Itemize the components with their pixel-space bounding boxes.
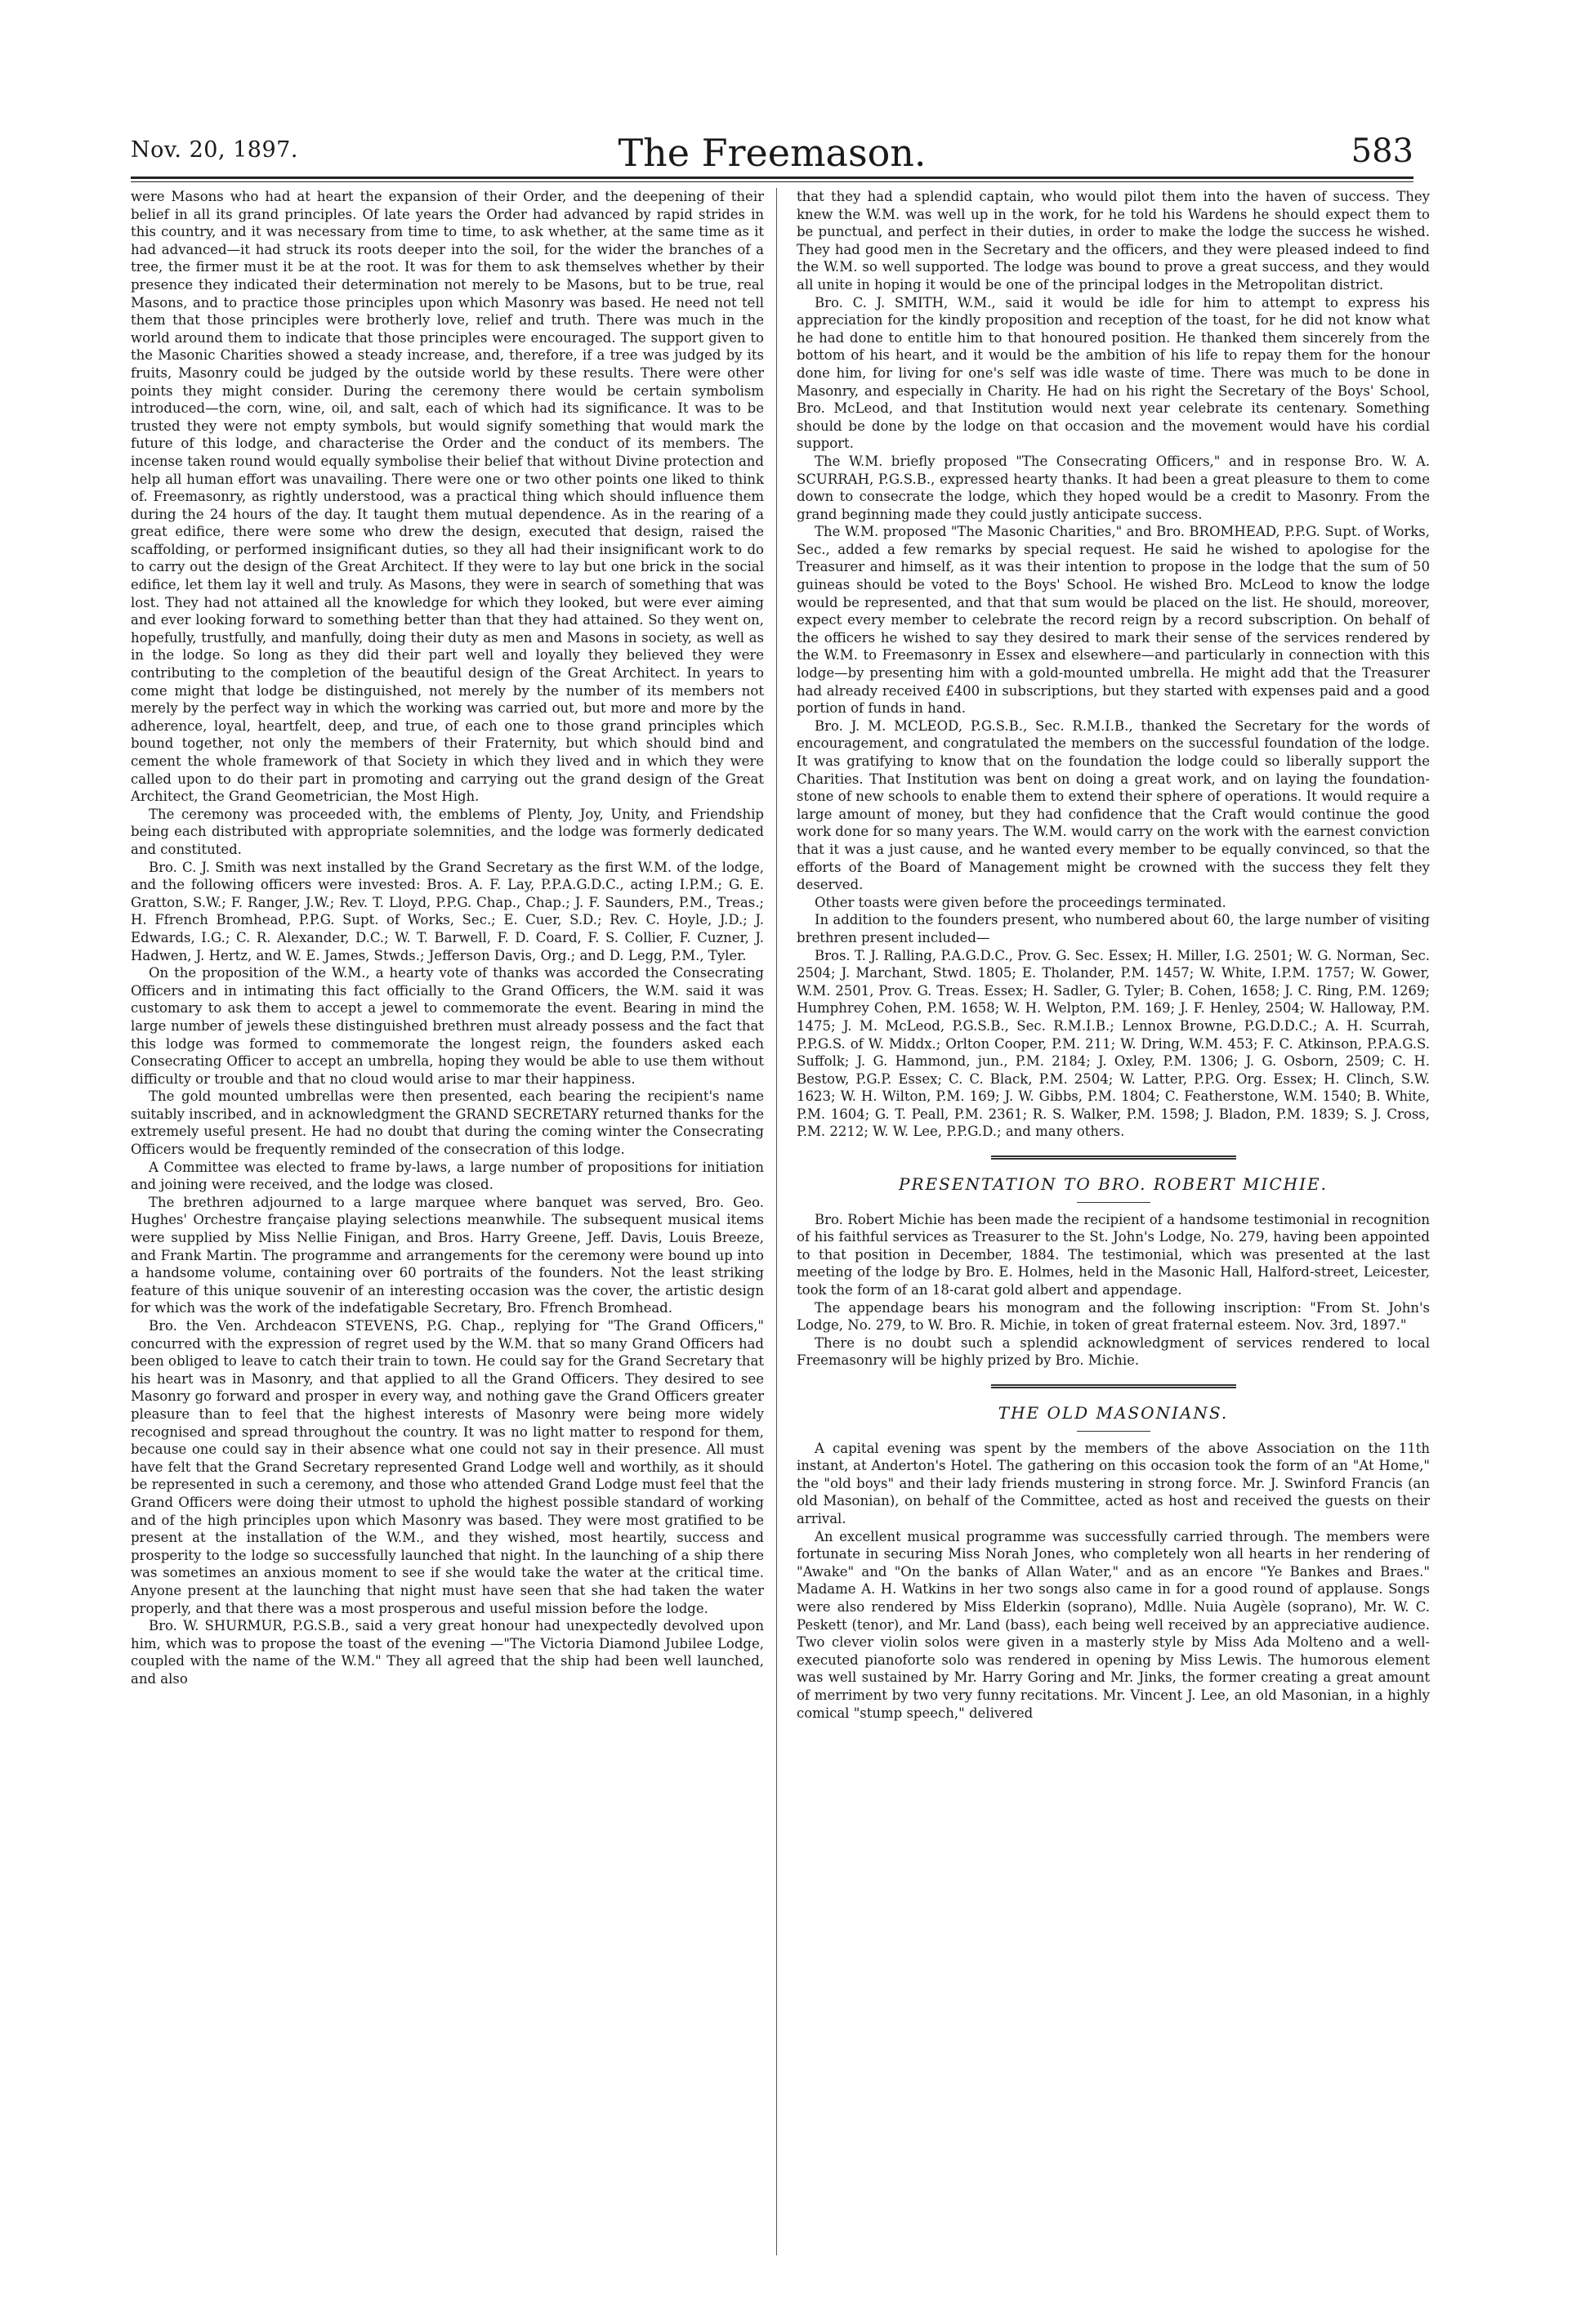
article-paragraph: The gold mounted umbrellas were then presented, each bearing the recipient's name suitably inscribed, and in acknowledgment the GRAND SECRETARY returned thanks for the extremely useful present. He had no doubt that during the coming winter the Consecrating Officers would be frequently reminded of the consecration of this lodge. bbox=[131, 1088, 764, 1158]
article-paragraph: that they had a splendid captain, who would pilot them into the haven of success. They knew the W.M. was well up in the work, for he told his Wardens he should expect them to be punctual, and perfect in their duties, in order to make the lodge the success he wished. They had good men in the Secretary and the officers, and they were pleased indeed to find the W.M. so well supported. The lodge was bound to prove a great success, and they would all unite in hoping it would be one of the principal lodges in the Metropolitan district. bbox=[797, 189, 1430, 293]
article-paragraph: Bro. J. M. MCLEOD, P.G.S.B., Sec. R.M.I.B., thanked the Secretary for the words of encouragement, and congratulated the members on the successful foundation of the lodge. It was gratifying to know that on the foundation the lodge could so liberally support the Charities. That Institution was bent on doing a great work, and on laying the foundation-stone of new schools to enable them to extend their sphere of operations. It would require a large amount of money, but they had confidence that the Craft would continue the good work done for so many years. The W.M. would carry on the work with the earnest conviction that it was a just cause, and he wanted every member to be equally convinced, so that the efforts of the Board of Management might be crowned with the success they felt they deserved. bbox=[797, 717, 1430, 893]
article-paragraph: The W.M. briefly proposed "The Consecrating Officers," and in response Bro. W. A. SCURRAH, P.G.S.B., expressed hearty thanks. It had been a great pleasure to them to come down to consecrate the lodge, which they hoped would be a credit to Masonry. From the grand beginning made they could justly anticipate success. bbox=[797, 453, 1430, 522]
article-paragraph: In addition to the founders present, who numbered about 60, the large number of visiting brethren present included— bbox=[797, 912, 1430, 945]
article-paragraph: Bro. W. SHURMUR, P.G.S.B., said a very great honour had unexpectedly devolved upon him, which was to propose the toast of the evening —"The Victoria Diamond Jubilee Lodge, coupled with the name of the W.M." They all agreed that the ship had been well launched, and also bbox=[131, 1618, 764, 1687]
article-paragraph: A capital evening was spent by the members of the above Association on the 11th instant, at Anderton's Hotel. The gathering on this occasion took the form of an "At Home," the "old boys" and their lady friends mustering in strong force. Mr. J. Swinford Francis (an old Masonian), on behalf of the Committee, acted as host and received the guests on their arrival. bbox=[797, 1440, 1430, 1526]
article-paragraph: The brethren adjourned to a large marquee where banquet was served, Bro. Geo. Hughes' Orchestre française playing selections meanwhile. The subsequent musical items were supplied by Miss Nellie Finigan, and Bros. Harry Greene, Jeff. Davis, Louis Breeze, and Frank Martin. The programme and arrangements for the ceremony were bound up into a handsome volume, containing over 60 portraits of the founders. Not the least striking feature of this unique souvenir of an interesting occasion was the cover, the artistic design for which was the work of the indefatigable Secretary, Bro. Ffrench Bromhead. bbox=[131, 1194, 764, 1316]
left-column bbox=[131, 188, 764, 2304]
section-divider bbox=[991, 1155, 1236, 1160]
section-heading-presentation: PRESENTATION TO BRO. ROBERT MICHIE. bbox=[899, 1174, 1328, 1195]
section-divider bbox=[991, 1384, 1236, 1388]
article-paragraph: Bro. C. J. SMITH, W.M., said it would be idle for him to attempt to express his appreciation for the kindly proposition and reception of the toast, for he did not know what he had done to entitle him to that honoured position. He thanked them sincerely from the bottom of his heart, and it would be the ambition of his life to repay them for the honour done him, for living for one's self was idle waste of time. There was much to be done in Masonry, and especially in Charity. He had on his right the Secretary of the Boys' School, Bro. McLeod, and that Institution would next year celebrate its centenary. Something should be done by the lodge on that occasion and the movement would have his cordial support. bbox=[797, 294, 1430, 452]
page-number: 583 bbox=[1351, 132, 1413, 170]
masthead-rule-thin bbox=[131, 181, 1413, 182]
issue-date: Nov. 20, 1897. bbox=[131, 137, 298, 163]
article-paragraph: Bro. the Ven. Archdeacon STEVENS, P.G. Chap., replying for "The Grand Officers," concurred with the expression of regret used by the W.M. that so many Grand Officers had been obliged to leave to catch their train to town. He could say for the Grand Secretary that his heart was in Masonry, and that applied to all the Grand Officers. They desired to see Masonry go forward and prosper in every way, and nothing gave the Grand Officers greater pleasure than to feel that the highest interests of Masonry were being more widely recognised and spread throughout the country. It was no light matter to respond for them, because one could say in their absence what one could not say in their presence. All must have felt that the Grand Secretary represented Grand Lodge well and worthily, as it should be represented in such a ceremony, and those who attended Grand Lodge must feel that the Grand Officers were doing their utmost to uphold the highest possible standard of working and of the high principles upon which Masonry was based. They were most gratified to be present at the installation of the W.M., and they wished, most heartily, success and prosperity to the lodge so successfully launched that night. In the launching of a ship there was sometimes an anxious moment to see if she would take the water at the critical time. Anyone present at the launching that night must have seen that she had taken the water properly, and that there was a most prosperous and useful mission before the lodge. bbox=[131, 1318, 764, 1616]
masthead bbox=[131, 131, 1413, 177]
article-paragraph: Bro. Robert Michie has been made the recipient of a handsome testimonial in recognition of his faithful services as Treasurer to the St. John's Lodge, No. 279, having been appointed to that position in December, 1884. The testimonial, which was presented at the last meeting of the lodge by Bro. E. Holmes, held in the Masonic Hall, Halford-street, Leicester, took the form of an 18-carat gold albert and appendage. bbox=[797, 1211, 1430, 1298]
right-column bbox=[797, 188, 1430, 2304]
article-paragraph: The appendage bears his monogram and the following inscription: "From St. John's Lodge, No. 279, to W. Bro. R. Michie, in token of great fraternal esteem. Nov. 3rd, 1897." bbox=[797, 1299, 1430, 1334]
article-paragraph: Bro. C. J. Smith was next installed by the Grand Secretary as the first W.M. of the lodge, and the following officers were invested: Bros. A. F. Lay, P.P.A.G.D.C., acting I.P.M.; G. E. Gratton, S.W.; F. Ranger, J.W.; Rev. T. Lloyd, P.P.G. Chap., Chap.; J. F. Saunders, P.M., Treas.; H. Ffrench Bromhead, P.P.G. Supt. of Works, Sec.; E. Cuer, S.D.; Rev. C. Hoyle, J.D.; J. Edwards, I.G.; C. R. Alexander, D.C.; W. T. Barwell, F. D. Coard, F. S. Collier, F. Cuzner, J. Hadwen, J. Hertz, and W. E. James, Stwds.; Jefferson Davis, Org.; and D. Legg, P.M., Tyler. bbox=[131, 859, 764, 963]
newspaper-title: The Freemason. bbox=[618, 131, 927, 175]
column-divider bbox=[776, 188, 777, 2255]
heading-rule bbox=[1077, 1431, 1150, 1432]
article-paragraph: were Masons who had at heart the expansion of their Order, and the deepening of their belief in all its grand principles. Of late years the Order had advanced by rapid strides in this country, and it was necessary from time to time, to ask whether, at the same time as it had advanced—it had struck its roots deeper into the soil, for the wider the branches of a tree, the firmer must it be at the root. It was for them to ask themselves whether by their presence they indicated their determination not merely to be Masons, but to be true, real Masons, and to practice those principles upon which Masonry was based. He need not tell them that those principles were brotherly love, relief and truth. There was much in the world around them to indicate that those principles were encouraged. The support given to the Masonic Charities showed a steady increase, and, therefore, if a tree was judged by its fruits, Masonry could be judged by the outside world by these results. There were other points they might consider. During the ceremony there would be certain symbolism introduced—the corn, wine, oil, and salt, each of which had its significance. It was to be trusted they were not empty symbols, but would signify something that would mark the future of this lodge, and characterise the Order and the conduct of its members. The incense taken round would equally symbolise their belief that without Divine protection and help all human effort was unavailing. There were one or two other points one liked to think of. Freemasonry, as rightly understood, was a practical thing which should influence them during the 24 hours of the day. It taught them mutual dependence. As in the rearing of a great edifice, there were some who drew the design, executed that design, raised the scaffolding, or performed insignificant duties, so they all had their insignificant work to do to carry out the design of the Great Architect. If they were to lay but one brick in the social edifice, let them lay it well and truly. As Masons, they were in search of something that was lost. They had not attained all the knowledge for which they looked, but were ever aiming and ever looking forward to something better than that they had attained. So they went on, hopefully, trustfully, and manfully, doing their duty as men and Masons in society, as well as in the lodge. So long as they did their part well and loyally they believed they were contributing to the completion of the beautiful design of the Great Architect. In years to come might that lodge be distinguished, not merely by the number of its members not merely by the perfect way in which the working was carried out, but more and more by the adherence, loyal, heartfelt, deep, and true, of each one to those grand principles which bound together, not only the members of their Fraternity, but which should bind and cement the whole framework of that Society in which they lived and in which they were called upon to do their part in promoting and carrying out the grand design of the Great Architect, the Grand Geometrician, the Most High. bbox=[131, 189, 764, 805]
heading-rule bbox=[1077, 1202, 1150, 1203]
article-paragraph: The ceremony was proceeded with, the emblems of Plenty, Joy, Unity, and Friendship being each distributed with appropriate solemnities, and the lodge was formerly dedicated and constituted. bbox=[131, 806, 764, 857]
section-heading-old-masonians: THE OLD MASONIANS. bbox=[998, 1403, 1229, 1423]
article-paragraph: A Committee was elected to frame by-laws, a large number of propositions for initiation and joining were received, and the lodge was closed. bbox=[131, 1159, 764, 1193]
article-paragraph: The W.M. proposed "The Masonic Charities," and Bro. BROMHEAD, P.P.G. Supt. of Works, Sec., added a few remarks by special request. He said he wished to apologise for the Treasurer and himself, as it was their intention to propose in the lodge that the sum of 50 guineas should be voted to the Boys' School. He wished Bro. McLeod to know the lodge would be represented, and that that sum would be placed on the list. He should, moreover, expect every member to celebrate the record reign by a record subscription. On behalf of the officers he wished to say they desired to mark their sense of the services rendered by the W.M. to Freemasonry in Essex and elsewhere—and particularly in connection with this lodge—by presenting him with a gold-mounted umbrella. He might add that the Treasurer had already received £400 in subscriptions, but they started with expenses paid and a good portion of funds in hand. bbox=[797, 524, 1430, 717]
article-paragraph: On the proposition of the W.M., a hearty vote of thanks was accorded the Consecrating Officers and in intimating this fact officially to the Grand Officers, the W.M. said it was customary to ask them to accept a jewel to commemorate the event. Bearing in mind the large number of jewels these distinguished brethren must already possess and the fact that this lodge was formed to commemorate the longest reign, the founders asked each Consecrating Officer to accept an umbrella, hoping they would be able to use them without difficulty or trouble and that no cloud would arise to mar their happiness. bbox=[131, 965, 764, 1087]
masthead-rule bbox=[131, 177, 1413, 179]
article-paragraph: An excellent musical programme was successfully carried through. The members were fortunate in securing Miss Norah Jones, who completely won all hearts in her rendering of "Awake" and "On the banks of Allan Water," and as an encore "Ye Bankes and Braes." Madame A. H. Watkins in her two songs also came in for a good round of applause. Songs were also rendered by Miss Elderkin (soprano), Mdlle. Nuia Augèle (soprano), Mr. W. C. Peskett (tenor), and Mr. Land (bass), each being well received by an appreciative audience. Two clever violin solos were given in a masterly style by Miss Ada Molteno and a well-executed pianoforte solo was rendered in opening by Miss Lewis. The humorous element was well sustained by Mr. Harry Goring and Mr. Jinks, the former creating a great amount of merriment by two very funny recitations. Mr. Vincent J. Lee, an old Masonian, in a highly comical "stump speech," delivered bbox=[797, 1528, 1430, 1721]
article-paragraph: Other toasts were given before the proceedings terminated. bbox=[815, 894, 1226, 910]
article-paragraph: There is no doubt such a splendid acknowledgment of services rendered to local Freemasonry will be highly prized by Bro. Michie. bbox=[797, 1334, 1430, 1369]
visitor-list: Bros. T. J. Ralling, P.A.G.D.C., Prov. G. Sec. Essex; H. Miller, I.G. 2501; W. G. Norman, Sec. 2504; J. Marchant, Stwd. 1805; E. Tholander, P.M. 1457; W. White, I.P.M. 1757; W. Gower, W.M. 2501, Prov. G. Treas. Essex; H. Sadler, G. Tyler; B. Cohen, 1658; J. C. Ring, P.M. 1269; Humphrey Cohen, P.M. 1658; W. H. Welpton, P.M. 169; J. F. Henley, 2504; W. Halloway, P.M. 1475; J. M. McLeod, P.G.S.B., Sec. R.M.I.B.; Lennox Browne, P.G.D.D.C.; A. H. Scurrah, P.P.G.S. of W. Middx.; Orlton Cooper, P.M. 211; W. Dring, W.M. 453; F. C. Atkinson, P.P.A.G.S. Suffolk; J. G. Hammond, jun., P.M. 2184; J. Oxley, P.M. 1306; J. G. Osborn, 2509; C. H. Bestow, P.G.P. Essex; C. C. Black, P.M. 2504; W. Latter, P.P.G. Org. Essex; H. Clinch, S.W. 1623; W. H. Wilton, P.M. 169; J. W. Gibbs, P.M. 1804; C. Featherstone, W.M. 1540; B. White, P.M. 1604; G. T. Peall, P.M. 2361; R. S. Walker, P.M. 1598; J. Bladon, P.M. 1839; S. J. Cross, P.M. 2212; W. W. Lee, P.P.G.D.; and many others. bbox=[797, 947, 1430, 1140]
